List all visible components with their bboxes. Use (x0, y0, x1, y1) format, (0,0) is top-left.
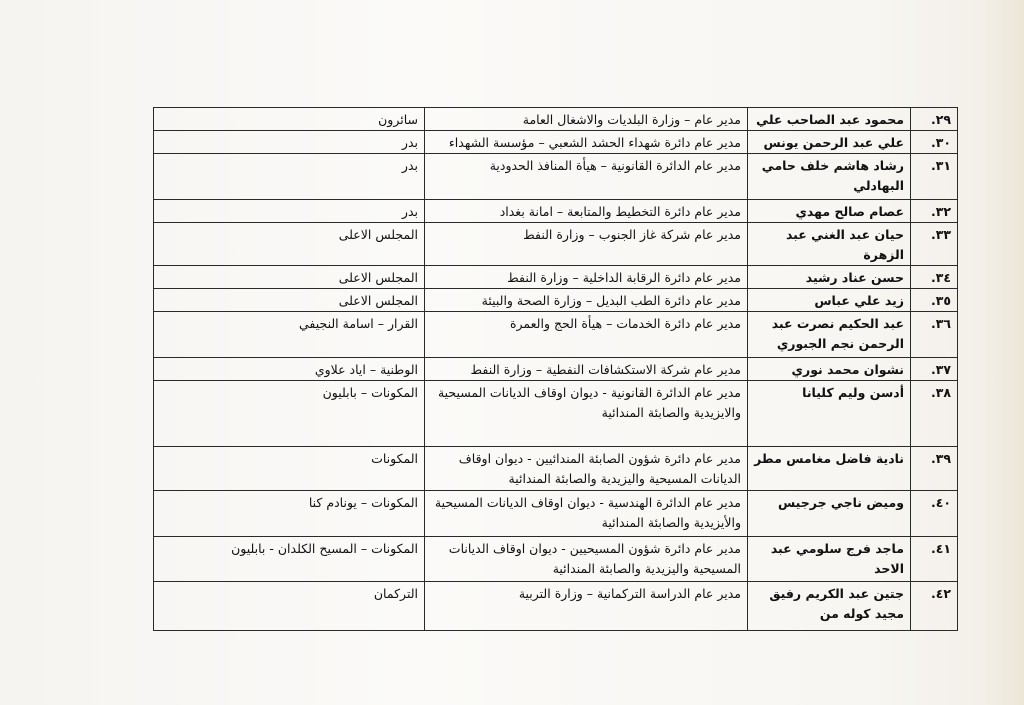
official-name: محمود عبد الصاحب علي (748, 108, 911, 131)
party-affiliation: المكونات – يونادم كنا (154, 491, 425, 537)
official-name: نشوان محمد نوري (748, 358, 911, 381)
row-number: ٣٨. (911, 381, 958, 447)
table-row (154, 200, 958, 223)
position-title: مدير عام الدراسة التركمانية – وزارة التربية (425, 582, 748, 631)
position-title: مدير عام دائرة شهداء الحشد الشعبي – مؤسسة الشهداء (425, 131, 748, 154)
position-title: مدير عام الدائرة القانونية - ديوان اوقاف الديانات المسيحية والايزيدية والصابئة المندائية (425, 381, 748, 447)
table-row (154, 154, 958, 200)
official-name: عصام صالح مهدي (748, 200, 911, 223)
official-name: نادية فاضل مغامس مطر (748, 447, 911, 491)
table-row (154, 223, 958, 266)
official-name: وميض ناجي جرجيس (748, 491, 911, 537)
row-number: ٣٧. (911, 358, 958, 381)
party-affiliation: القرار – اسامة النجيفي (154, 312, 425, 358)
official-name: رشاد هاشم خلف حامي البهادلي (748, 154, 911, 200)
position-title: مدير عام الدائرة القانونية – هيأة المنافذ الحدودية (425, 154, 748, 200)
position-title: مدير عام دائرة شؤون المسيحيين - ديوان اوقاف الديانات المسيحية واليزيدية والصابئة المندائية (425, 537, 748, 582)
party-affiliation: سائرون (154, 108, 425, 131)
table-row (154, 312, 958, 358)
row-number: ٣٦. (911, 312, 958, 358)
row-number: ٤٢. (911, 582, 958, 631)
table-row (154, 108, 958, 131)
page-edge-shadow (984, 0, 1024, 705)
position-title: مدير عام الدائرة الهندسية - ديوان اوقاف الديانات المسيحية والأيزيدية والصابئة المندائية (425, 491, 748, 537)
party-affiliation: المجلس الاعلى (154, 223, 425, 266)
position-title: مدير عام شركة غاز الجنوب – وزارة النفط (425, 223, 748, 266)
table-row (154, 447, 958, 491)
row-number: ٣٥. (911, 289, 958, 312)
party-affiliation: بدر (154, 131, 425, 154)
row-number: ٣٩. (911, 447, 958, 491)
table-row (154, 537, 958, 582)
party-affiliation: التركمان (154, 582, 425, 631)
party-affiliation: المكونات – المسيح الكلدان - بابليون (154, 537, 425, 582)
officials-table (153, 107, 958, 631)
table-row (154, 381, 958, 447)
row-number: ٢٩. (911, 108, 958, 131)
row-number: ٤٠. (911, 491, 958, 537)
party-affiliation: المجلس الاعلى (154, 289, 425, 312)
table-row (154, 582, 958, 631)
official-name: علي عبد الرحمن يونس (748, 131, 911, 154)
party-affiliation: المجلس الاعلى (154, 266, 425, 289)
row-number: ٣١. (911, 154, 958, 200)
official-name: عبد الحكيم نصرت عبد الرحمن نجم الجبوري (748, 312, 911, 358)
row-number: ٣٣. (911, 223, 958, 266)
party-affiliation: المكونات – بابليون (154, 381, 425, 447)
party-affiliation: بدر (154, 154, 425, 200)
position-title: مدير عام دائرة شؤون الصابئة المندائيين - ديوان اوقاف الديانات المسيحية واليزيدية والصابئة المندائية (425, 447, 748, 491)
official-name: حيان عبد الغني عبد الزهرة (748, 223, 911, 266)
official-name: زيد علي عباس (748, 289, 911, 312)
position-title: مدير عام دائرة الرقابة الداخلية – وزارة النفط (425, 266, 748, 289)
party-affiliation: المكونات (154, 447, 425, 491)
table-body (154, 108, 958, 631)
position-title: مدير عام دائرة الطب البديل – وزارة الصحة والبيئة (425, 289, 748, 312)
row-number: ٤١. (911, 537, 958, 582)
official-name: أدسن وليم كليانا (748, 381, 911, 447)
party-affiliation: بدر (154, 200, 425, 223)
table-row (154, 358, 958, 381)
table-row (154, 491, 958, 537)
official-name: ماجد فرج سلومي عبد الاحد (748, 537, 911, 582)
row-number: ٣٤. (911, 266, 958, 289)
row-number: ٣٢. (911, 200, 958, 223)
party-affiliation: الوطنية – اياد علاوي (154, 358, 425, 381)
position-title: مدير عام دائرة الخدمات – هيأة الحج والعمرة (425, 312, 748, 358)
position-title: مدير عام شركة الاستكشافات النفطية – وزارة النفط (425, 358, 748, 381)
position-title: مدير عام – وزارة البلديات والاشغال العامة (425, 108, 748, 131)
official-name: حسن عناد رشيد (748, 266, 911, 289)
row-number: ٣٠. (911, 131, 958, 154)
position-title: مدير عام دائرة التخطيط والمتابعة – امانة بغداد (425, 200, 748, 223)
table-row (154, 131, 958, 154)
official-name: جتين عبد الكريم رفيق مجيد كوله من (748, 582, 911, 631)
table-row (154, 266, 958, 289)
table-row (154, 289, 958, 312)
